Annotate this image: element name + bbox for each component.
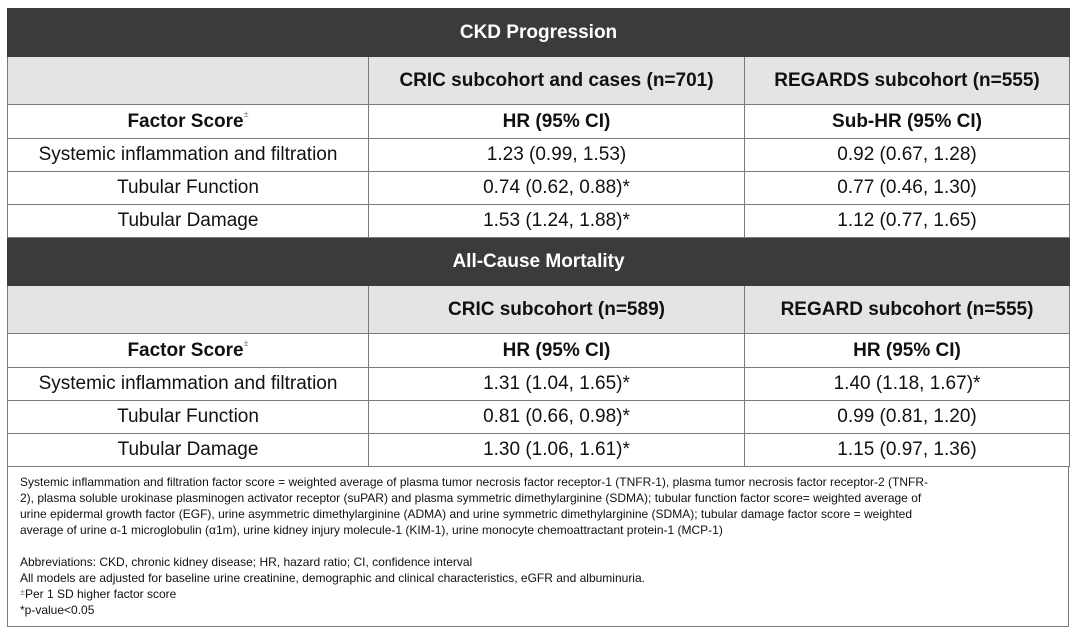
plus-minus-sup: ± bbox=[243, 337, 249, 348]
adjustment-note: All models are adjusted for baseline urine creatinine, demographic and clinical characteristics, eGFR and albuminuria. bbox=[20, 571, 645, 585]
factor-name: Tubular Damage bbox=[8, 434, 369, 467]
factor-name: Tubular Function bbox=[8, 172, 369, 205]
stat-header-cric: HR (95% CI) bbox=[369, 334, 745, 368]
cohort-header-regards: REGARDS subcohort (n=555) bbox=[745, 57, 1070, 105]
cohort-header-regard: REGARD subcohort (n=555) bbox=[745, 286, 1070, 334]
definition-line: urine epidermal growth factor (EGF), urine asymmetric dimethylarginine (ADMA) and urine symmetric dimethylarginine (SDMA); tubular damage factor score = weighted bbox=[20, 507, 913, 521]
results-table bbox=[7, 8, 1070, 467]
cohort-header-row bbox=[8, 286, 1070, 334]
cohort-header-cric: CRIC subcohort (n=589) bbox=[369, 286, 745, 334]
cric-value: 1.23 (0.99, 1.53) bbox=[369, 139, 745, 172]
cric-value: 0.74 (0.62, 0.88)* bbox=[369, 172, 745, 205]
stat-header-regard: HR (95% CI) bbox=[745, 334, 1070, 368]
section-header-row bbox=[8, 9, 1070, 57]
regard-value: 0.99 (0.81, 1.20) bbox=[745, 401, 1070, 434]
definition-line: Systemic inflammation and filtration factor score = weighted average of plasma tumor necrosis factor receptor-1 (TNFR-1), plasma tumor necrosis factor receptor-2 (TNFR- bbox=[20, 475, 928, 489]
table-row bbox=[8, 434, 1070, 467]
factor-score-header bbox=[8, 105, 369, 139]
table-row bbox=[8, 172, 1070, 205]
section-title: CKD Progression bbox=[8, 9, 1070, 57]
definition-line: 2), plasma soluble urokinase plasminogen activator receptor (suPAR) and plasma symmetric dimethylarginine (SDMA); tubular function factor score= weighted average of bbox=[20, 491, 922, 505]
table-footnotes bbox=[7, 467, 1069, 627]
cric-value: 1.31 (1.04, 1.65)* bbox=[369, 368, 745, 401]
stat-header-row bbox=[8, 105, 1070, 139]
plus-minus-sup: ± bbox=[243, 108, 249, 119]
factor-score-label: Factor Score bbox=[127, 339, 244, 361]
plus-minus-sup: ± bbox=[20, 587, 25, 597]
table-row bbox=[8, 139, 1070, 172]
spacer bbox=[20, 538, 1058, 554]
table-row bbox=[8, 368, 1070, 401]
cohort-header-cric: CRIC subcohort and cases (n=701) bbox=[369, 57, 745, 105]
p-value-footnote: *p-value<0.05 bbox=[20, 603, 95, 617]
regards-value: 0.77 (0.46, 1.30) bbox=[745, 172, 1070, 205]
factor-name: Tubular Damage bbox=[8, 205, 369, 238]
definition-line: average of urine α-1 microglobulin (α1m), urine kidney injury molecule-1 (KIM-1), urine monocyte chemoattractant protein-1 (MCP-1) bbox=[20, 523, 723, 537]
blank-cell bbox=[8, 57, 369, 105]
factor-name: Tubular Function bbox=[8, 401, 369, 434]
stat-header-cric: HR (95% CI) bbox=[369, 105, 745, 139]
factor-score-header bbox=[8, 334, 369, 368]
abbreviations-note: Abbreviations: CKD, chronic kidney disease; HR, hazard ratio; CI, confidence interval bbox=[20, 555, 473, 569]
cric-value: 1.53 (1.24, 1.88)* bbox=[369, 205, 745, 238]
section-header-row bbox=[8, 238, 1070, 286]
regard-value: 1.40 (1.18, 1.67)* bbox=[745, 368, 1070, 401]
regards-value: 1.12 (0.77, 1.65) bbox=[745, 205, 1070, 238]
factor-name: Systemic inflammation and filtration bbox=[8, 368, 369, 401]
cohort-header-row bbox=[8, 57, 1070, 105]
table-row bbox=[8, 401, 1070, 434]
stat-header-row bbox=[8, 334, 1070, 368]
cric-value: 1.30 (1.06, 1.61)* bbox=[369, 434, 745, 467]
factor-name: Systemic inflammation and filtration bbox=[8, 139, 369, 172]
blank-cell bbox=[8, 286, 369, 334]
section-title: All-Cause Mortality bbox=[8, 238, 1070, 286]
results-table-container bbox=[7, 8, 1069, 627]
factor-score-label: Factor Score bbox=[127, 110, 244, 132]
regard-value: 1.15 (0.97, 1.36) bbox=[745, 434, 1070, 467]
table-row bbox=[8, 205, 1070, 238]
cric-value: 0.81 (0.66, 0.98)* bbox=[369, 401, 745, 434]
sd-footnote bbox=[20, 586, 1058, 602]
regards-value: 0.92 (0.67, 1.28) bbox=[745, 139, 1070, 172]
sd-footnote-text: Per 1 SD higher factor score bbox=[24, 587, 177, 601]
stat-header-regards: Sub-HR (95% CI) bbox=[745, 105, 1070, 139]
